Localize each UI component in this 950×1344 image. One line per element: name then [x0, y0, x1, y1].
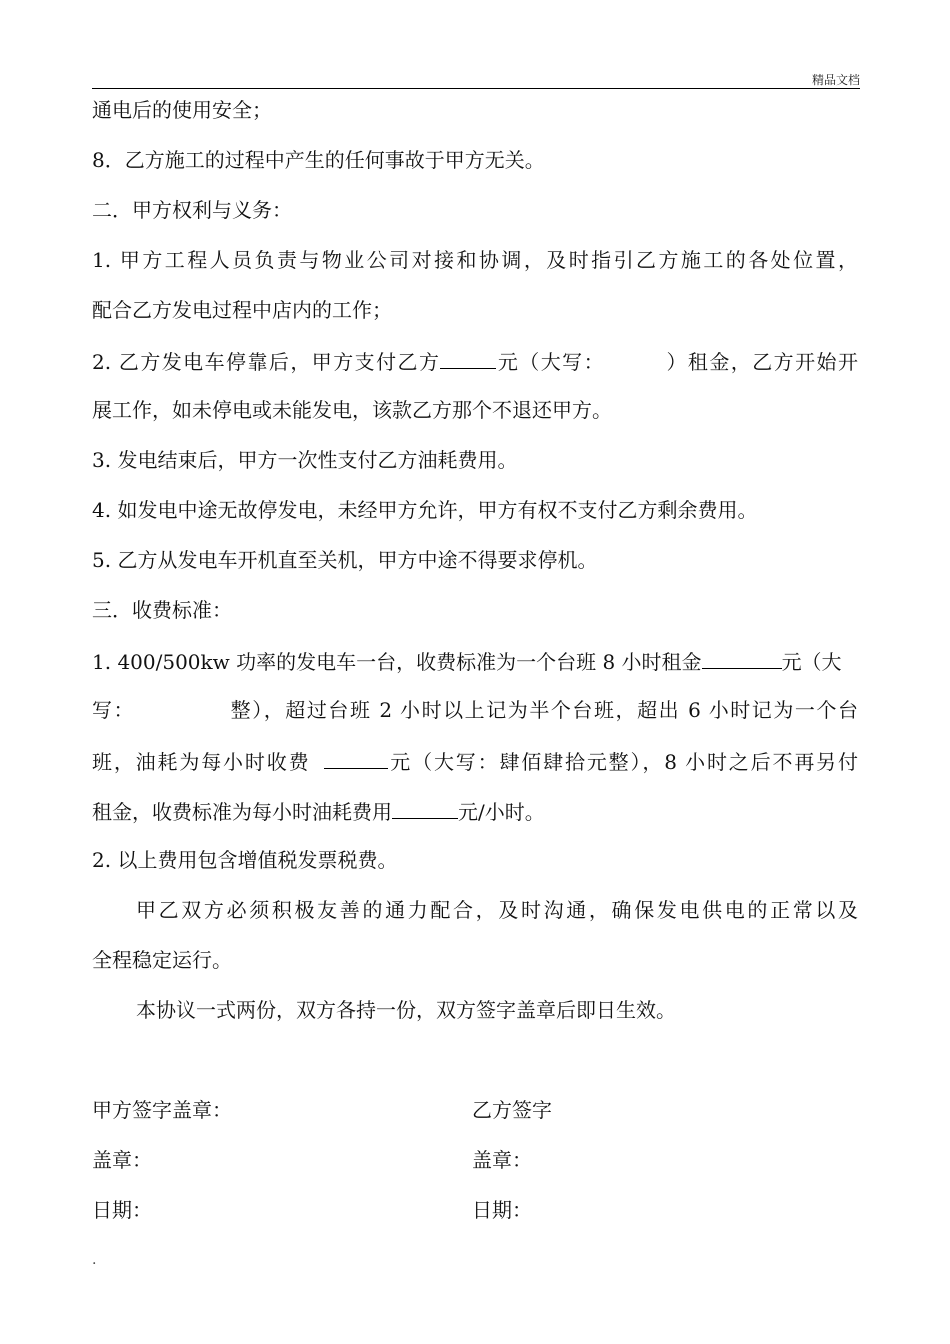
paragraph-line — [92, 346, 858, 376]
paragraph-line — [92, 696, 858, 724]
paragraph-line — [92, 646, 858, 676]
party-b-seal-label: 盖章： — [472, 1148, 532, 1172]
paragraph-line: 配合乙方发电过程中店内的工作； — [92, 298, 392, 322]
paragraph-line: 2. 以上费用包含增值税发票税费。 — [92, 848, 398, 872]
party-a-date-label: 日期： — [92, 1198, 152, 1222]
header-label: 精品文档 — [811, 73, 860, 87]
party-a-signature-label: 甲方签字盖章： — [92, 1098, 232, 1122]
fee-line3-prefix: 班，油耗为每小时收费 — [92, 750, 311, 774]
paragraph-line: 1. 甲方工程人员负责与物业公司对接和协调，及时指引乙方施工的各处位置， — [92, 248, 858, 272]
party-b-signature-label: 乙方签字 — [472, 1098, 552, 1122]
fee-line4-prefix: 租金，收费标准为每小时油耗费用 — [92, 800, 392, 824]
fee-line2-suffix: 整），超过台班 2 小时以上记为半个台班，超出 6 小时记为一个台 — [229, 698, 858, 722]
party-a-seal-label: 盖章： — [92, 1148, 152, 1172]
paragraph-line: 4. 如发电中途无故停发电，未经甲方允许，甲方有权不支付乙方剩余费用。 — [92, 498, 758, 522]
paragraph-line: 5. 乙方从发电车开机直至关机，甲方中途不得要求停机。 — [92, 548, 598, 572]
fee-line4-suffix: 元/小时。 — [458, 800, 545, 824]
paragraph-line: 3. 发电结束后，甲方一次性支付乙方油耗费用。 — [92, 448, 518, 472]
party-b-date-label: 日期： — [472, 1198, 532, 1222]
fee-line1-prefix: 1. 400/500kw 功率的发电车一台，收费标准为一个台班 8 小时租金 — [92, 650, 702, 674]
page-header — [92, 70, 860, 89]
fee-line1-suffix: 元（大 — [781, 650, 842, 674]
fee-line2-prefix: 写： — [92, 698, 136, 722]
section-heading: 三．收费标准： — [92, 598, 232, 622]
blank-fuel-fee[interactable] — [392, 796, 458, 819]
item2-mid: 元（大写： — [496, 350, 606, 374]
paragraph-line: 全程稳定运行。 — [92, 948, 232, 972]
item2-prefix: 2. 乙方发电车停靠后，甲方支付乙方 — [92, 350, 441, 374]
paragraph-line — [92, 746, 858, 776]
blank-rent[interactable] — [702, 646, 782, 669]
blank-amount[interactable] — [440, 346, 496, 369]
footer-mark: . — [92, 1252, 97, 1268]
paragraph-line: 展工作，如未停电或未能发电，该款乙方那个不退还甲方。 — [92, 398, 612, 422]
paragraph-line: 本协议一式两份，双方各持一份，双方签字盖章后即日生效。 — [136, 998, 676, 1022]
item2-suffix: ）租金，乙方开始开 — [665, 350, 858, 374]
fee-line3-suffix: 元（大写：肆佰肆拾元整），8 小时之后不再另付 — [388, 750, 859, 774]
paragraph-line: 甲乙双方必须积极友善的通力配合，及时沟通，确保发电供电的正常以及 — [136, 898, 858, 922]
paragraph-line: 8．乙方施工的过程中产生的任何事故于甲方无关。 — [92, 148, 545, 172]
paragraph-line: 通电后的使用安全； — [92, 98, 272, 122]
blank-fuel-rate[interactable] — [324, 746, 388, 769]
paragraph-line — [92, 796, 858, 826]
section-heading: 二．甲方权利与义务： — [92, 198, 292, 222]
